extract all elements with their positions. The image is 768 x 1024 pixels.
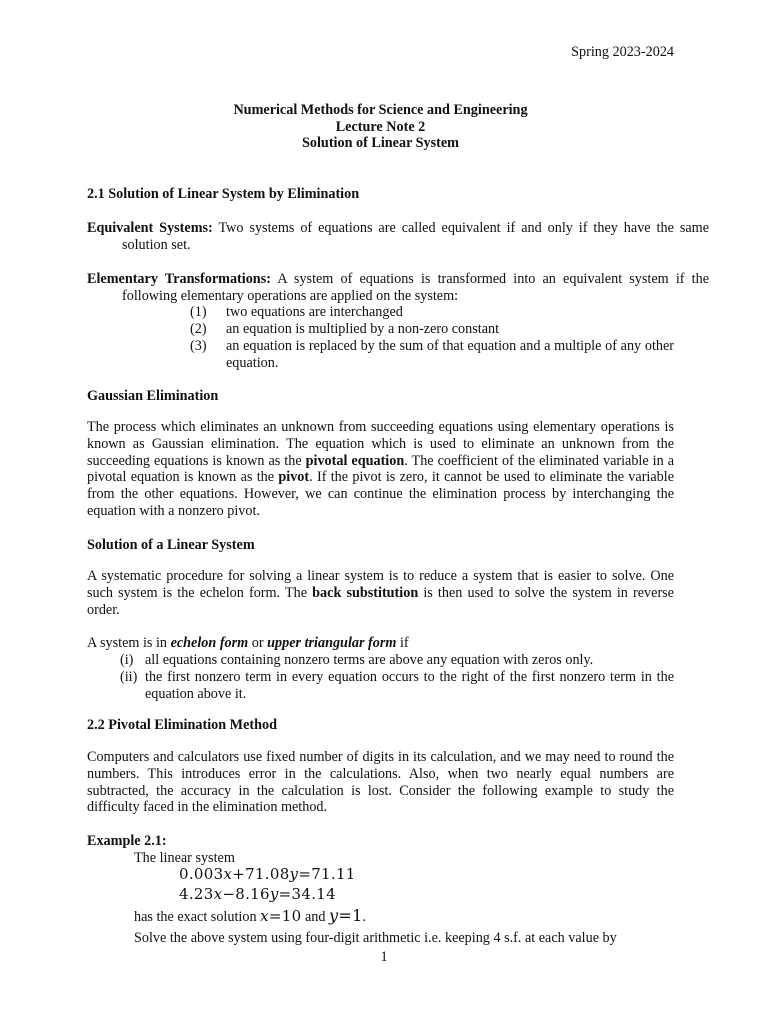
exact-text-pre: has the exact solution: [134, 909, 261, 925]
section-2-2-heading: 2.2 Pivotal Elimination Method: [87, 717, 277, 733]
equivalent-systems-text: Two systems of equations are called equivalent if and only if they have the same solution set.: [122, 220, 709, 253]
course-title: Numerical Methods for Science and Engineering: [233, 102, 528, 118]
exact-text-post: .: [362, 909, 367, 925]
elementary-transformations-text: A system of equations is transformed into an equivalent system if the following elementary operations are applied on the system:: [122, 271, 709, 304]
back-substitution-term: back substitution: [312, 584, 419, 601]
solution-y-var: y: [329, 906, 339, 925]
document-title: [87, 102, 674, 152]
solution-x-var: x: [260, 907, 269, 925]
gaussian-elimination-paragraph: [87, 419, 674, 520]
eq2-coef-y: 8.16: [235, 885, 270, 903]
list-item-text: all equations containing nonzero terms are above any equation with zeros only.: [145, 652, 594, 668]
echelon-form-definition: [87, 635, 674, 652]
eq1-var-x: x: [223, 865, 233, 883]
pivot-term: pivot: [278, 469, 310, 486]
equivalent-systems-term: Equivalent Systems:: [87, 220, 213, 236]
example-intro: The linear system: [134, 850, 235, 866]
example-2-1-heading: Example 2.1:: [87, 833, 167, 849]
list-item-number: (3): [190, 338, 207, 354]
equation-2: [179, 886, 336, 903]
eq1-rhs: =71.11: [298, 865, 356, 883]
gaussian-text-3: . If the pivot is zero, it cannot be used to eliminate the variable from the other equations. However, we can continue the elimination process by interchanging the equation with a nonzero pivot.: [87, 469, 674, 519]
lecture-number: Lecture Note 2: [335, 118, 426, 135]
solution-y: [329, 906, 363, 925]
eq1-operator: +: [232, 865, 246, 883]
gaussian-elimination-heading: Gaussian Elimination: [87, 388, 219, 404]
eq2-coef-x: 4.23: [179, 885, 214, 903]
solution-text-2: is then used to solve the system in reverse order.: [87, 584, 674, 618]
list-item-text: the first nonzero term in every equation occurs to the right of the first nonzero term in the equation above it.: [145, 669, 674, 702]
solution-text-1: A systematic procedure for solving a linear system is to reduce a system that is easier to solve. One such system is the echelon form. The: [87, 568, 674, 601]
list-item-number: (1): [190, 304, 207, 320]
solution-x-value: =10: [268, 907, 302, 925]
solution-linear-system-heading: Solution of a Linear System: [87, 537, 255, 553]
eq2-operator: −: [222, 885, 236, 903]
semester-label: Spring 2023-2024: [571, 44, 674, 60]
gaussian-text-1: The process which eliminates an unknown from succeeding equations using elementary operations is known as Gaussian elimination. The equation which is used to eliminate an unknown from the succeeding equations is known as the: [87, 419, 674, 469]
solve-instruction: Solve the above system using four-digit arithmetic i.e. keeping 4 s.f. at each value by: [134, 930, 617, 946]
solution-x: [260, 907, 301, 925]
list-item-text: two equations are interchanged: [226, 304, 403, 320]
equivalent-systems-paragraph: [87, 220, 709, 254]
eq2-var-x: x: [213, 885, 223, 903]
echelon-text-mid: or: [248, 635, 268, 651]
echelon-text-pre: A system is in: [87, 635, 171, 651]
solution-linear-system-paragraph: [87, 568, 674, 618]
pivotal-elimination-paragraph: Computers and calculators use fixed number of digits in its calculation, and we may need to round the numbers. This introduces error in the calculations. Also, when two nearly equal numbers are subtracted, the accuracy in the calculation is lost. Consider the following example to study the difficulty faced in the elimination method.: [87, 749, 674, 816]
eq1-coef-y: 71.08: [245, 865, 290, 883]
eq2-rhs: =34.14: [278, 885, 336, 903]
exact-text-and: and: [301, 909, 330, 925]
equation-1: [179, 866, 356, 883]
exact-solution-line: [134, 908, 366, 926]
echelon-form-term: echelon form: [170, 635, 249, 651]
section-2-1-heading: 2.1 Solution of Linear System by Elimination: [87, 186, 360, 202]
eq1-coef-x: 0.003: [179, 865, 224, 883]
elementary-transformations-paragraph: [87, 271, 709, 305]
upper-triangular-term: upper triangular form: [267, 635, 397, 651]
list-item-text: an equation is replaced by the sum of that equation and a multiple of any other equation.: [226, 338, 674, 371]
solution-y-value: =1: [338, 906, 363, 925]
list-item-number: (2): [190, 321, 207, 337]
gaussian-text-2: . The coefficient of the eliminated variable in a pivotal equation is known as the: [87, 452, 675, 486]
pivotal-equation-term: pivotal equation: [305, 452, 405, 469]
list-item-number: (ii): [120, 669, 138, 685]
list-item-text: an equation is multiplied by a non-zero constant: [226, 321, 500, 337]
elementary-transformations-term: Elementary Transformations:: [87, 271, 271, 287]
page-number: 1: [380, 949, 388, 965]
lecture-topic: Solution of Linear System: [302, 135, 459, 152]
eq2-var-y: y: [269, 885, 279, 903]
echelon-text-post: if: [396, 635, 409, 651]
eq1-var-y: y: [289, 865, 299, 883]
list-item-number: (i): [120, 652, 134, 668]
